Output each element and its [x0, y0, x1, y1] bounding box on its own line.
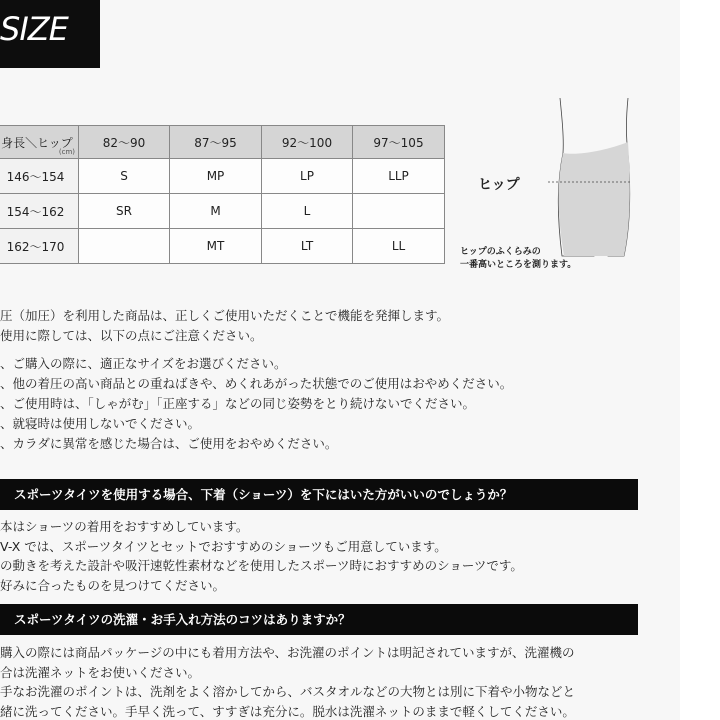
hip-measure-note	[460, 246, 576, 272]
size-cell	[79, 229, 170, 264]
size-cell: MT	[170, 229, 262, 264]
hip-label: ヒップ	[478, 177, 520, 193]
size-table-corner	[0, 126, 79, 159]
column-header: 82〜90	[79, 126, 170, 159]
faq-answer	[0, 517, 523, 595]
row-height: 162〜170	[0, 229, 79, 264]
column-header: 87〜95	[170, 126, 262, 159]
hip-note-line: ヒップのふくらみの	[460, 247, 541, 257]
column-header: 97〜105	[353, 126, 445, 159]
faq-question-bar: スポーツタイツの洗濯・お手入れ方法のコツはありますか？	[0, 604, 638, 635]
notes-line: 圧（加圧）を利用した商品は、正しくご使用いただくことで機能を発揮します。	[0, 308, 450, 323]
size-table	[0, 125, 445, 264]
corner-label: 身長＼ヒップ	[1, 135, 73, 150]
table-row	[0, 194, 445, 229]
faq-question-bar: スポーツタイツを使用する場合、下着（ショーツ）を下にはいた方がいいのでしょうか？	[0, 479, 638, 510]
answer-line: 緒に洗ってください。手早く洗って、すすぎは充分に。脱水は洗濯ネットのままで軽くしてください。	[0, 703, 575, 719]
table-row	[0, 229, 445, 264]
answer-line: 本はショーツの着用をおすすめしています。	[0, 519, 249, 534]
answer-line: 購入の際には商品パッケージの中にも着用方法や、お洗濯のポイントは明記されていますが、洗濯機の	[0, 645, 575, 660]
row-height: 154〜162	[0, 194, 79, 229]
list-item: 、ご購入の際に、適正なサイズをお選びください。	[0, 356, 287, 371]
size-cell: LL	[353, 229, 445, 264]
usage-notes	[0, 306, 512, 454]
notes-list	[0, 354, 512, 454]
size-cell	[353, 194, 445, 229]
size-cell: LLP	[353, 159, 445, 194]
size-cell: SR	[79, 194, 170, 229]
size-cell: MP	[170, 159, 262, 194]
corner-unit: (cm)	[58, 148, 75, 156]
column-header: 92〜100	[262, 126, 353, 159]
notes-line: 使用に際しては、以下の点にご注意ください。	[0, 328, 263, 343]
list-item: 、他の着圧の高い商品との重ねばきや、めくれあがった状態でのご使用はおやめください。	[0, 376, 513, 391]
list-item: 、ご使用時は、「しゃがむ」「正座する」などの同じ姿勢をとり続けないでください。	[0, 396, 476, 411]
size-cell: LT	[262, 229, 353, 264]
hip-note-line: 一番高いところを測ります。	[460, 260, 577, 270]
row-height: 146〜154	[0, 159, 79, 194]
size-cell: L	[262, 194, 353, 229]
hip-measurement-illustration	[548, 98, 648, 258]
tights-shape	[559, 142, 630, 256]
size-table-header-row	[0, 126, 445, 159]
answer-line: の動きを考えた設計や吸汗速乾性素材などを使用したスポーツ時におすすめのショーツです。	[0, 558, 523, 573]
faq-answer	[0, 643, 575, 720]
size-cell: S	[79, 159, 170, 194]
page-edge	[680, 0, 720, 720]
answer-line: 合は洗濯ネットをお使いください。	[0, 664, 201, 680]
answer-line: V-X では、スポーツタイツとセットでおすすめのショーツもご用意しています。	[0, 538, 447, 554]
list-item: 、カラダに異常を感じた場合は、ご使用をおやめください。	[0, 436, 338, 451]
list-item: 、就寝時は使用しないでください。	[0, 416, 201, 431]
size-cell: LP	[262, 159, 353, 194]
page-title: SIZE	[0, 10, 68, 48]
size-title-banner	[0, 0, 100, 68]
table-row	[0, 159, 445, 194]
answer-line: 手なお洗濯のポイントは、洗剤をよく溶かしてから、バスタオルなどの大物とは別に下着や小物などと	[0, 684, 576, 699]
answer-line: 好みに合ったものを見つけてください。	[0, 577, 226, 593]
size-cell: M	[170, 194, 262, 229]
